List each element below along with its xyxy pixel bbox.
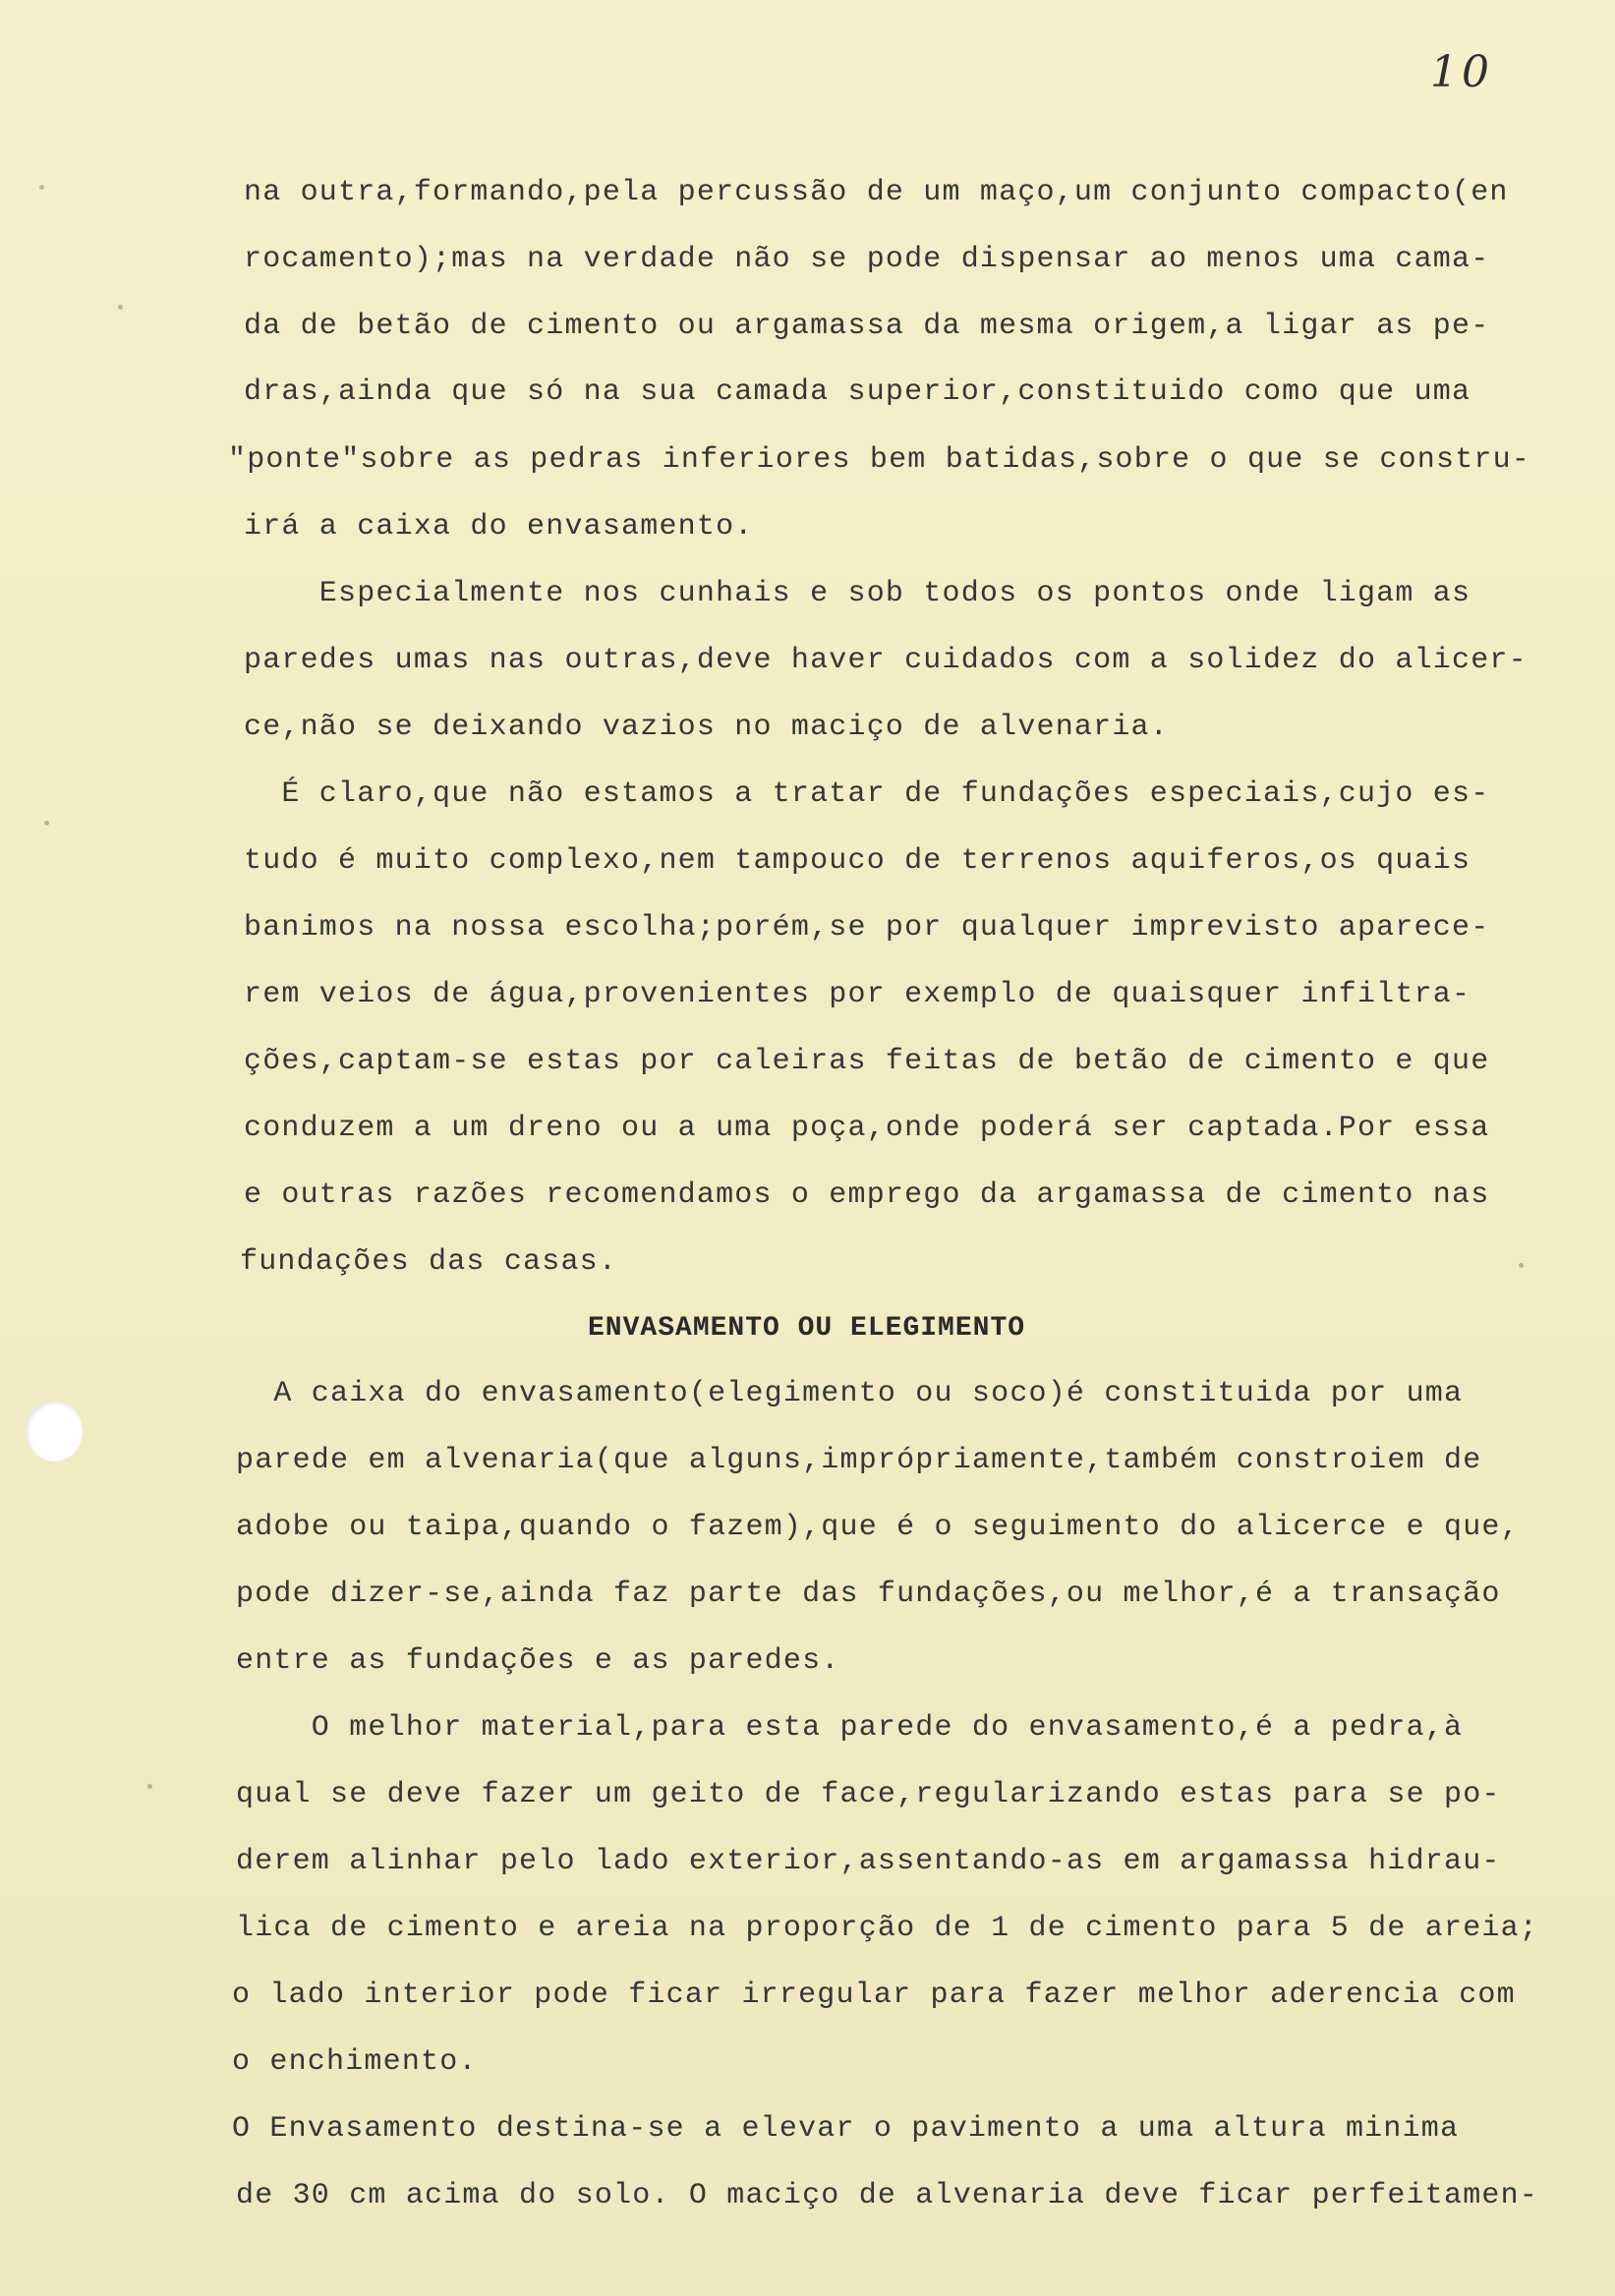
paper-speck [44,821,49,826]
section-text-line-12: O Envasamento destina-se a elevar o pavimento a uma altura minima [232,2112,1460,2146]
section-text-line-6: O melhor material,para esta parede do envasamento,é a pedra,à [236,1711,1464,1745]
section-text-line-4: pode dizer-se,ainda faz parte das fundações,ou melhor,é a transação [236,1578,1501,1611]
body-text-line-12: banimos na nossa escolha;porém,se por qualquer imprevisto aparece- [244,911,1490,945]
section-text-line-8: derem alinhar pelo lado exterior,assentando-as em argamassa hidrau- [236,1845,1501,1878]
paper-speck [118,305,123,310]
body-text-line-3: da de betão de cimento ou argamassa da mesma origem,a ligar as pe- [244,310,1490,343]
body-text-line-1: na outra,formando,pela percussão de um maço,um conjunto compacto(en [244,176,1509,209]
page-number: 10 [1430,47,1493,97]
section-text-line-7: qual se deve fazer um geito de face,regularizando estas para se po- [236,1778,1501,1811]
section-heading: ENVASAMENTO OU ELEGIMENTO [588,1313,1026,1344]
body-text-line-11: tudo é muito complexo,nem tampouco de terrenos aquiferos,os quais [244,844,1471,878]
section-text-line-5: entre as fundações e as paredes. [236,1644,840,1678]
body-text-line-7: Especialmente nos cunhais e sob todos os pontos onde ligam as [244,577,1471,610]
body-text-line-17: fundações das casas. [240,1245,618,1279]
section-text-line-2: parede em alvenaria(que alguns,imprópriamente,também constroiem de [236,1444,1482,1477]
paper-speck [39,185,44,190]
body-text-line-9: ce,não se deixando vazios no maciço de alvenaria. [244,711,1169,744]
body-text-line-15: conduzem a um dreno ou a uma poça,onde poderá ser captada.Por essa [244,1112,1490,1145]
section-text-line-10: o lado interior pode ficar irregular para fazer melhor aderencia com [232,1979,1516,2012]
punch-hole [26,1401,83,1462]
section-text-line-11: o enchimento. [232,2045,478,2079]
body-text-line-16: e outras razões recomendamos o emprego da argamassa de cimento nas [244,1178,1490,1212]
body-text-line-13: rem veios de água,provenientes por exemplo de quaisquer infiltra- [244,978,1471,1011]
section-text-line-13: de 30 cm acima do solo. O maciço de alvenaria deve ficar perfeitamen- [236,2179,1539,2212]
paper-speck [1519,1263,1524,1268]
paper-speck [147,1784,152,1789]
body-text-line-8: paredes umas nas outras,deve haver cuidados com a solidez do alicer- [244,644,1528,677]
body-text-line-5: "ponte"sobre as pedras inferiores bem batidas,sobre o que se constru- [228,443,1531,477]
body-text-line-4: dras,ainda que só na sua camada superior,constituido como que uma [244,375,1471,409]
body-text-line-2: rocamento);mas na verdade não se pode dispensar ao menos uma cama- [244,243,1490,276]
section-text-line-9: lica de cimento e areia na proporção de 1 de cimento para 5 de areia; [236,1912,1539,1945]
body-text-line-6: irá a caixa do envasamento. [244,510,754,544]
section-text-line-1: A caixa do envasamento(elegimento ou soco)é constituida por uma [236,1377,1464,1410]
body-text-line-10: É claro,que não estamos a tratar de fundações especiais,cujo es- [244,777,1490,811]
body-text-line-14: ções,captam-se estas por caleiras feitas de betão de cimento e que [244,1045,1490,1078]
section-text-line-3: adobe ou taipa,quando o fazem),que é o seguimento do alicerce e que, [236,1511,1520,1544]
